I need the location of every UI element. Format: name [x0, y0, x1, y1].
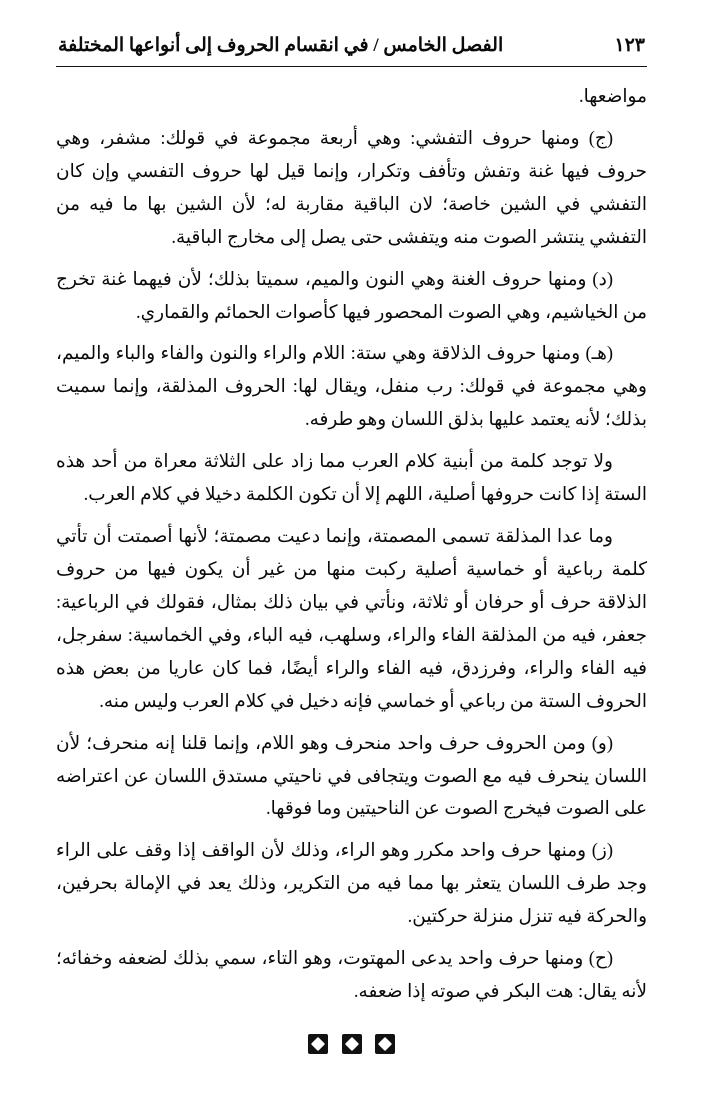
page-header	[56, 34, 647, 61]
header-divider	[56, 66, 647, 67]
paragraph: وما عدا المذلقة تسمى المصمتة، وإنما دعيت مصمتة؛ لأنها أصمتت أن تأتي كلمة رباعية أو خماسية أصلية ركبت منها من غير أن يكون فيها من حروف الذلاقة حرف أو حرفان أو ثلاثة، ونأتي في بيان ذلك بمثال، فقولك في الرباعية: جعفر، فيه من المذلقة الفاء والراء، وسلهب، فيه الباء، وفي الخماسية: سفرجل، فيه الفاء والراء، وفرزدق، فيه الفاء والراء أيضًا، فما كان عاريا من بعض هذه الحروف الستة من رباعي أو خماسي فإنه دخيل في كلام العرب وليس منه.	[56, 527, 647, 712]
diamond-icon	[308, 1034, 328, 1054]
page-body	[56, 81, 647, 1009]
paragraph: (هـ) ومنها حروف الذلاقة وهي ستة: اللام والراء والنون والفاء والباء والميم، وهي مجموعة في قولك: رب منفل، ويقال لها: الحروف المذلقة، وإنما سميت بذلك؛ لأنه يعتمد عليها بذلق اللسان وهو طرفه.	[56, 344, 647, 431]
diamond-icon	[342, 1034, 362, 1054]
paragraph: (ز) ومنها حرف واحد مكرر وهو الراء، وذلك لأن الواقف إذا وقف على الراء وجد طرف اللسان يتعثر بها مما فيه من التكرير، وذلك يعد في الإمالة بحرفين، والحركة فيه تنزل منزلة حركتين.	[56, 841, 647, 928]
paragraph: ولا توجد كلمة من أبنية كلام العرب مما زاد على الثلاثة معراة من أحد هذه الستة إذا كانت حروفها أصلية، اللهم إلا أن تكون الكلمة دخيلا في كلام العرب.	[56, 452, 647, 506]
paragraph: مواضعها.	[578, 87, 647, 107]
paragraph: (ح) ومنها حرف واحد يدعى المهتوت، وهو التاء، سمي بذلك لضعفه وخفائه؛ لأنه يقال: هت البكر في صوته إذا ضعفه.	[56, 949, 647, 1003]
paragraph: (و) ومن الحروف حرف واحد منحرف وهو اللام، وإنما قلنا إنه منحرف؛ لأن اللسان ينحرف فيه مع الصوت ويتجافى في ناحيتي مستدق اللسان عن اعتراضه على الصوت فيخرج الصوت عن الناحيتين وما فوقها.	[56, 733, 647, 820]
paragraph: (ج) ومنها حروف التفشي: وهي أربعة مجموعة في قولك: مشفر، وهي حروف فيها غنة وتفش وتأفف وتكرار، وإنما قيل لها حروف التفسي وإن كان التفشي في الشين خاصة؛ لان الباقية مقاربة له؛ لأن الشين بها ما فيه من التفشي ينتشر الصوت منه ويتفشى حتى يصل إلى مخارج الباقية.	[56, 128, 647, 248]
diamond-ornament	[56, 1029, 647, 1055]
chapter-title: الفصل الخامس / في انقسام الحروف إلى أنواعها المختلفة	[58, 35, 504, 56]
page-number: ١٢٣	[614, 35, 645, 56]
paragraph: (د) ومنها حروف الغنة وهي النون والميم، سميتا بذلك؛ لأن فيهما غنة تخرج من الخياشيم، وهي الصوت المحصور فيها كأصوات الحمائم والقماري.	[56, 269, 647, 323]
diamond-icon	[375, 1034, 395, 1054]
